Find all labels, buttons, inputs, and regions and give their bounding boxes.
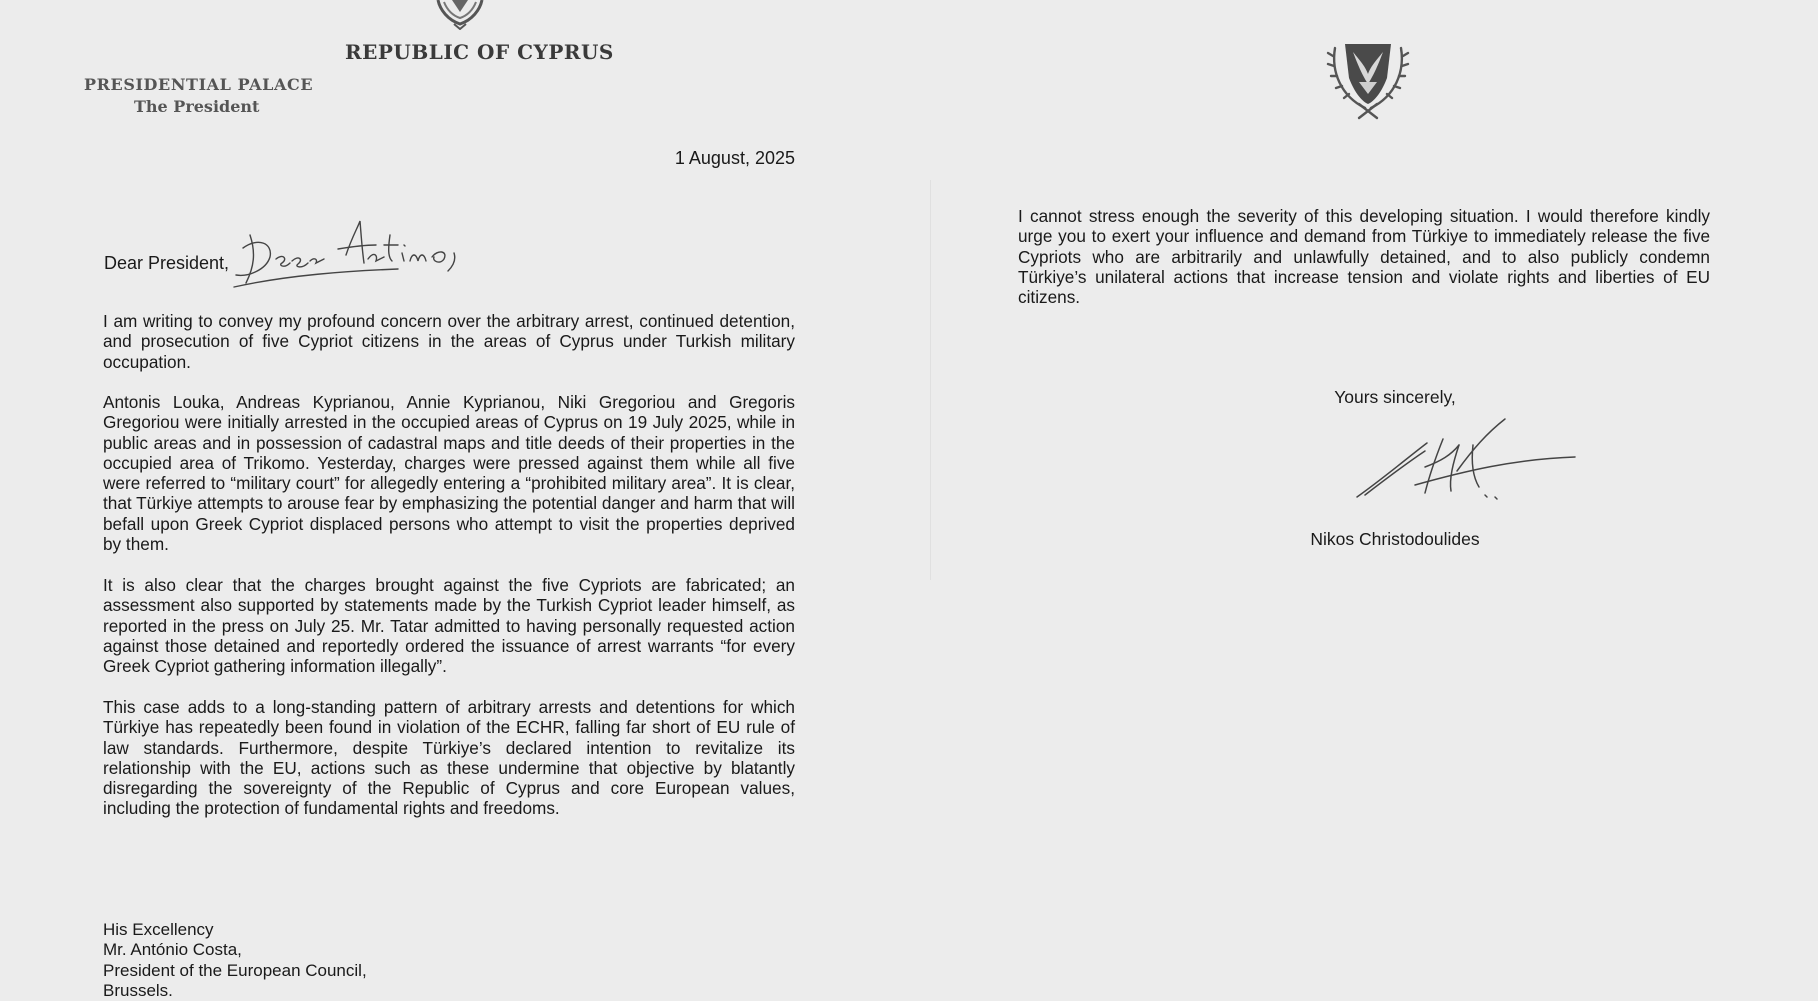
letterhead-palace: PRESIDENTIAL PALACE bbox=[84, 75, 314, 94]
closing-phrase: Yours sincerely, bbox=[1334, 387, 1456, 407]
paragraph-2: Antonis Louka, Andreas Kyprianou, Annie Kyprianou, Niki Gregoriou and Gregoris Gregoriou were initially arrested in the occupied areas of Cyprus on 19 July 2025, while in public areas and in possession of cadastral maps and title deeds of their properties in the occupied area of Trikomo. Yesterday, charges were pressed against them while all five were referred to “military court” for allegedly entering a “prohibited military area”. It is clear, that Türkiye attempts to arouse fear by emphasizing the potential danger and harm that will befall upon Greek Cypriot displaced persons who attempt to visit the properties deprived by them. bbox=[103, 392, 795, 555]
paragraph-5: I cannot stress enough the severity of this developing situation. I would therefore kindly urge you to exert your influence and demand from Türkiye to immediately release the five Cypriots who are arbitrarily and unlawfully detained, and to also publicly condemn Türkiye’s unilateral actions that increase tension and violate rights and liberties of EU citizens. bbox=[1018, 206, 1710, 308]
paragraph-3: It is also clear that the charges brought against the five Cypriots are fabricated; an assessment also supported by statements made by the Turkish Cypriot leader himself, as reported in the press on July 25. Mr. Tatar admitted to having personally requested action against those detained and reportedly ordered the issuance of arrest warrants “for every Greek Cypriot gathering information illegally”. bbox=[103, 575, 795, 677]
addressee-line: His Excellency bbox=[103, 920, 214, 939]
addressee-line: Brussels. bbox=[103, 980, 173, 1000]
paragraph-1: I am writing to convey my profound concern over the arbitrary arrest, continued detention, and prosecution of five Cypriot citizens in the areas of Cyprus under Turkish military occupation. bbox=[103, 311, 795, 372]
letter-date: 1 August, 2025 bbox=[674, 148, 795, 168]
paragraph-4: This case adds to a long-standing pattern of arbitrary arrests and detentions for which Türkiye has repeatedly been found in violation of the ECHR, falling far short of EU rule of law standards. Furthermore, despite Türkiye’s declared intention to revitalize its relationship with the EU, actions such as these undermine that objective by blatantly disregarding the sovereignty of the Republic of Cyprus and core European values, including the protection of fundamental rights and freedoms. bbox=[103, 697, 795, 819]
addressee-line: Mr. António Costa, bbox=[103, 940, 242, 960]
crest-icon bbox=[430, 0, 490, 30]
handwritten-salutation bbox=[228, 215, 478, 290]
letterhead-office: The President bbox=[134, 97, 260, 116]
signature-mark bbox=[1355, 415, 1585, 505]
addressee-line: President of the European Council, bbox=[103, 960, 367, 980]
letter-page-2 bbox=[930, 0, 1818, 1000]
crest-icon bbox=[1325, 38, 1411, 120]
letterhead-republic: REPUBLIC OF CYPRUS bbox=[345, 40, 614, 64]
salutation: Dear President, bbox=[104, 253, 230, 273]
addressee-block bbox=[103, 920, 367, 1001]
signer-name: Nikos Christodoulides bbox=[1310, 529, 1480, 549]
